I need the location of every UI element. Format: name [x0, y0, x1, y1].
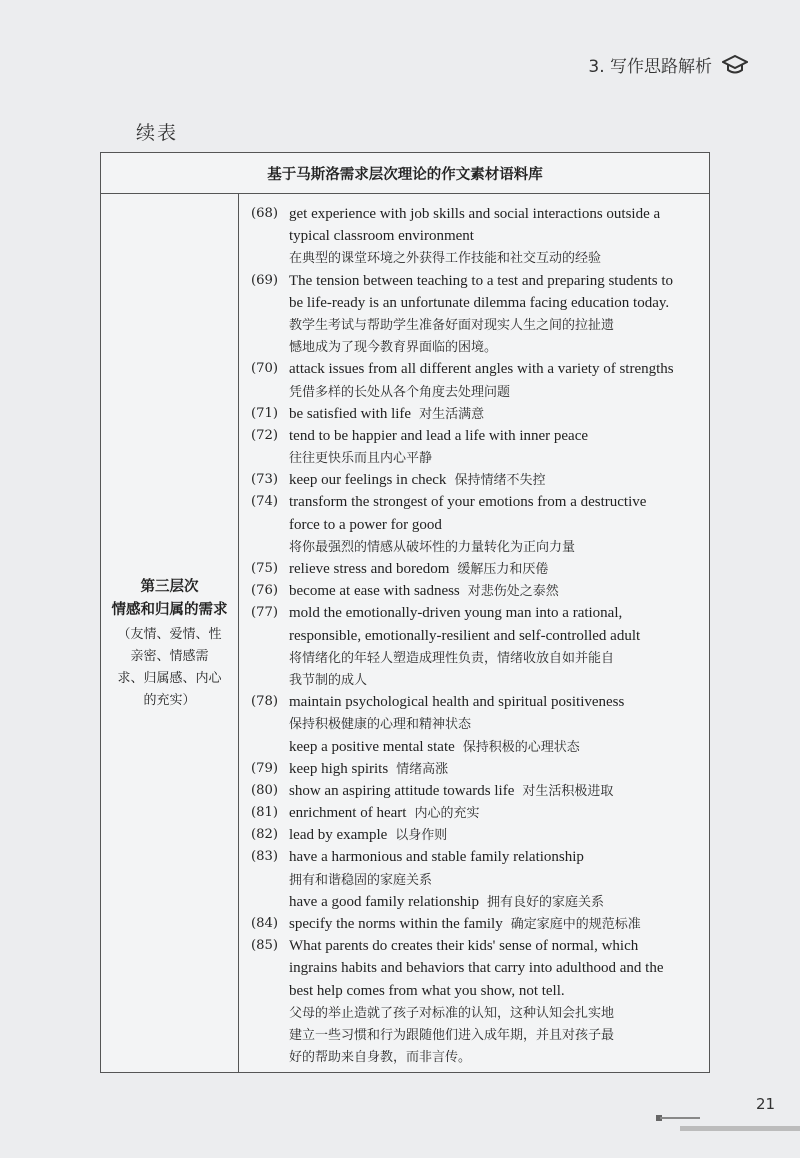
english-text: enrichment of heart	[289, 805, 407, 822]
entry-line	[289, 381, 705, 403]
list-item	[251, 824, 705, 846]
english-text: transform the strongest of your emotions from a destructive	[289, 494, 647, 511]
entry-line	[289, 891, 705, 913]
running-header	[588, 52, 748, 77]
english-text: specify the norms within the family	[289, 916, 503, 932]
chinese-text: 保持情绪不失控	[454, 473, 546, 489]
entry-number: (76)	[251, 583, 279, 599]
list-item	[251, 758, 705, 780]
chinese-text: 对生活满意	[419, 406, 485, 422]
english-text: tend to be happier and lead a life with inner peace	[289, 427, 589, 444]
entry-line	[289, 491, 705, 513]
entry-number: (74)	[251, 494, 279, 510]
list-item	[251, 846, 705, 913]
entries-cell	[239, 194, 709, 1073]
entry-line	[289, 824, 705, 846]
entry-line	[289, 358, 705, 380]
entry-number: (80)	[251, 782, 279, 798]
entry-line	[289, 691, 705, 713]
chinese-text: 情绪高涨	[396, 761, 449, 777]
chinese-text: 将你最强烈的情感从破坏性的力量转化为正向力量	[289, 539, 576, 555]
entry-line	[289, 580, 705, 602]
chinese-text: 拥有和谐稳固的家庭关系	[289, 872, 433, 888]
list-item	[251, 270, 705, 359]
entry-number: (72)	[251, 427, 279, 443]
english-text: have a harmonious and stable family relationship	[289, 849, 584, 866]
entry-line	[289, 736, 705, 758]
chinese-text: 父母的举止造就了孩子对标准的认知，这种认知会扎实地	[289, 1005, 615, 1021]
entry-line	[289, 425, 705, 447]
entry-number: (70)	[251, 361, 279, 377]
table-title: 基于马斯洛需求层次理论的作文素材语料库	[101, 153, 709, 194]
english-text: relieve stress and boredom	[289, 561, 450, 577]
entry-number: (73)	[251, 472, 279, 488]
chinese-text: 保持积极的心理状态	[462, 739, 580, 755]
category-description	[108, 624, 232, 712]
chinese-text: 教学生考试与帮助学生准备好面对现实人生之间的拉扯遗	[289, 317, 615, 333]
chinese-text: 确定家庭中的规范标准	[510, 917, 641, 932]
entry-line	[289, 314, 705, 336]
english-text: be satisfied with life	[289, 405, 412, 422]
entry-line	[289, 980, 705, 1002]
entry-line	[289, 935, 705, 957]
entry-number: (83)	[251, 849, 279, 865]
entry-line	[289, 846, 705, 868]
entry-line	[289, 713, 705, 735]
english-text: keep our feelings in check	[289, 472, 447, 489]
english-text: keep a positive mental state	[289, 738, 455, 755]
english-text: attack issues from all different angles with a variety of strengths	[289, 361, 674, 378]
entry-line	[289, 758, 705, 780]
list-item	[251, 780, 705, 802]
chinese-text: 对悲伤处之泰然	[467, 584, 559, 600]
entry-line	[289, 1024, 705, 1046]
entry-line	[289, 1046, 705, 1068]
list-item	[251, 935, 705, 1068]
list-item	[251, 358, 705, 402]
chinese-text: 往往更快乐而且内心平静	[289, 451, 433, 467]
entry-number: (75)	[251, 561, 279, 576]
entry-line	[289, 869, 705, 891]
footer-decoration-bar	[680, 1126, 800, 1131]
english-text: What parents do creates their kids' sense of normal, which	[289, 938, 639, 955]
english-text: mold the emotionally-driven young man into a rational,	[289, 605, 623, 622]
chinese-text: 以身作则	[395, 828, 448, 844]
entry-line	[289, 647, 705, 669]
entry-line	[289, 403, 705, 425]
list-item	[251, 425, 705, 469]
category-name-line-2: 情感和归属的需求	[111, 601, 228, 618]
entry-number: (78)	[251, 694, 279, 710]
list-item	[251, 913, 705, 935]
chinese-text: 憾地成为了现今教育界面临的困境。	[289, 340, 498, 356]
list-item	[251, 403, 705, 425]
chinese-text: 在典型的课堂环境之外获得工作技能和社交互动的经验	[289, 251, 602, 267]
entry-line	[289, 536, 705, 558]
entry-line	[289, 558, 705, 580]
chinese-text: 好的帮助来自身教，而非言传。	[289, 1050, 472, 1066]
english-text: The tension between teaching to a test and preparing students to	[289, 272, 674, 289]
entry-number: (84)	[251, 916, 279, 931]
chinese-text: 缓解压力和厌倦	[457, 562, 549, 577]
list-item	[251, 491, 705, 558]
entry-number: (79)	[251, 760, 279, 776]
entry-number: (68)	[251, 206, 279, 221]
list-item	[251, 203, 705, 270]
entry-line	[289, 225, 705, 247]
graduation-cap-icon	[722, 54, 748, 76]
english-text: lead by example	[289, 827, 388, 844]
entry-line	[289, 602, 705, 624]
english-text: force to a power for good	[289, 516, 442, 533]
entry-line	[289, 514, 705, 536]
entry-line	[289, 669, 705, 691]
entry-number: (82)	[251, 827, 279, 843]
section-title: 3. 写作思路解析	[588, 57, 712, 77]
english-text: have a good family relationship	[289, 893, 479, 910]
entry-number: (85)	[251, 938, 279, 954]
entry-line	[289, 957, 705, 979]
chinese-text: 建立一些习惯和行为跟随他们进入成年期，并且对孩子最	[289, 1027, 615, 1043]
entry-number: (71)	[251, 405, 279, 421]
entry-line	[289, 802, 705, 824]
entry-line	[289, 247, 705, 269]
page-number: 21	[756, 1095, 776, 1113]
chinese-text: 保持积极健康的心理和精神状态	[289, 717, 472, 733]
chinese-text: 拥有良好的家庭关系	[486, 894, 604, 910]
list-item	[251, 691, 705, 758]
chinese-text: 将情绪化的年轻人塑造成理性负责，情绪收放自如并能自	[289, 650, 615, 666]
english-text: become at ease with sadness	[289, 583, 460, 600]
entry-number: (77)	[251, 605, 279, 621]
category-desc-line-3: 求、归属感、内心	[117, 670, 222, 686]
list-item	[251, 558, 705, 580]
category-desc-line-2: 亲密、情感需	[130, 648, 209, 664]
vocabulary-table	[100, 152, 710, 1073]
entry-line	[289, 469, 705, 491]
table-body	[101, 194, 709, 1073]
chinese-text: 凭借多样的长处从各个角度去处理问题	[289, 384, 511, 400]
entry-line	[289, 1002, 705, 1024]
entry-line	[289, 447, 705, 469]
chinese-text: 对生活积极进取	[522, 783, 614, 799]
english-text: keep high spirits	[289, 760, 389, 777]
entry-number: (81)	[251, 805, 279, 821]
english-text: responsible, emotionally-resilient and self-controlled adult	[289, 627, 641, 644]
list-item	[251, 602, 705, 691]
category-desc-line-1: （友情、爱情、性	[117, 626, 222, 642]
english-text: be life-ready is an unfortunate dilemma facing education today.	[289, 294, 670, 311]
entry-line	[289, 780, 705, 802]
english-text: show an aspiring attitude towards life	[289, 782, 515, 799]
entry-number: (69)	[251, 272, 279, 288]
chinese-text: 内心的充实	[414, 806, 480, 822]
chinese-text: 我节制的成人	[289, 672, 368, 688]
entry-line	[289, 913, 705, 935]
entry-line	[289, 625, 705, 647]
list-item	[251, 802, 705, 824]
entry-line	[289, 336, 705, 358]
entry-line	[289, 203, 705, 225]
english-text: maintain psychological health and spiritual positiveness	[289, 694, 625, 711]
english-text: typical classroom environment	[289, 228, 474, 245]
list-item	[251, 469, 705, 491]
english-text: best help comes from what you show, not tell.	[289, 982, 565, 999]
entry-line	[289, 292, 705, 314]
entry-line	[289, 270, 705, 292]
english-text: ingrains habits and behaviors that carry into adulthood and the	[289, 960, 664, 977]
category-cell	[101, 194, 239, 1073]
category-name-line-1: 第三层次	[140, 578, 199, 595]
english-text: get experience with job skills and social interactions outside a	[289, 206, 661, 222]
footer-decoration-dash	[660, 1117, 700, 1119]
category-desc-line-4: 的充实）	[143, 692, 196, 708]
continued-label: 续表	[136, 122, 179, 144]
list-item	[251, 580, 705, 602]
